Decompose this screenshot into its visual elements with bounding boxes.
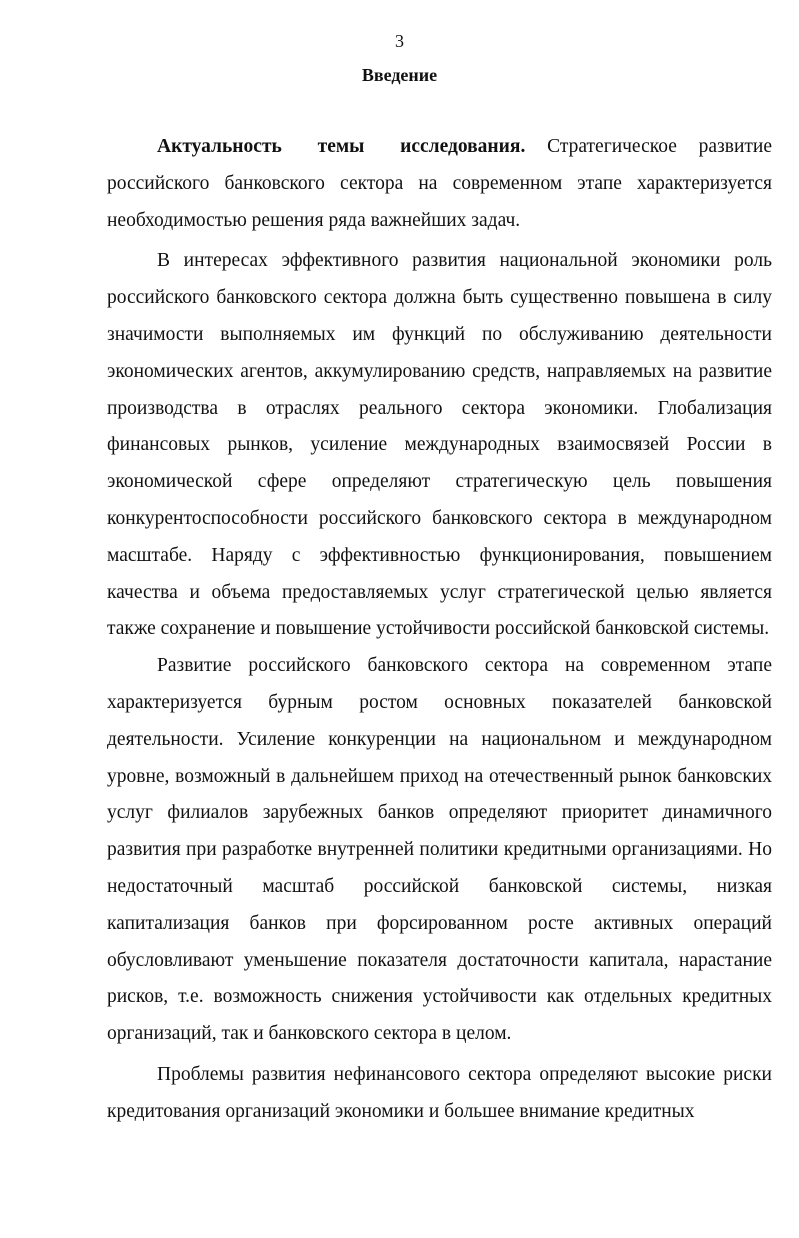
page-number: 3 <box>395 31 404 51</box>
paragraph-national-economy: В интересах эффективного развития национальной экономики роль российского банковского сектора должна быть существенно повышена в силу значимости выполняемых им функций по обслуживанию деятельности экономических агентов, аккумулированию средств, направляемых на развитие производства в отраслях реального сектора экономики. Глобализация финансовых рынков, усиление международных взаимосвязей России в экономической сфере определяют стратегическую цель повышения конкурентоспособности российского банковского сектора в международном масштабе. Наряду с эффективностью функционирования, повышением качества и объема предоставляемых услуг стратегической целью является также сохранение и повышение устойчивости российской банковской системы. <box>107 250 772 640</box>
paragraph-text: Стратегическое развитие российского банковского сектора на современном этапе характеризуется необходимостью решения ряда важнейших задач. <box>107 136 772 231</box>
paragraph-banking-development: Развитие российского банковского сектора на современном этапе характеризуется бурным ростом основных показателей банковской деятельности. Усиление конкуренции на национальном и международном уровне, возможный в дальнейшем приход на отечественный рынок банковских услуг филиалов зарубежных банков определяют приоритет динамичного развития при разработке внутренней политики кредитными организациями. Но недостаточный масштаб российской банковской системы, низкая капитализация банков при форсированном росте активных операций обусловливают уменьшение показателя достаточности капитала, нарастание рисков, т.е. возможность снижения устойчивости как отдельных кредитных организаций, так и банковского сектора в целом. <box>107 655 772 1045</box>
paragraph-nonfinancial-sector: Проблемы развития нефинансового сектора определяют высокие риски кредитования организаций экономики и большее внимание кредитных <box>107 1063 772 1122</box>
paragraph-lead: Актуальность темы исследования. <box>157 136 526 157</box>
section-heading: Введение <box>361 65 438 85</box>
paragraph-relevance <box>107 129 772 239</box>
body-text <box>107 129 772 1131</box>
